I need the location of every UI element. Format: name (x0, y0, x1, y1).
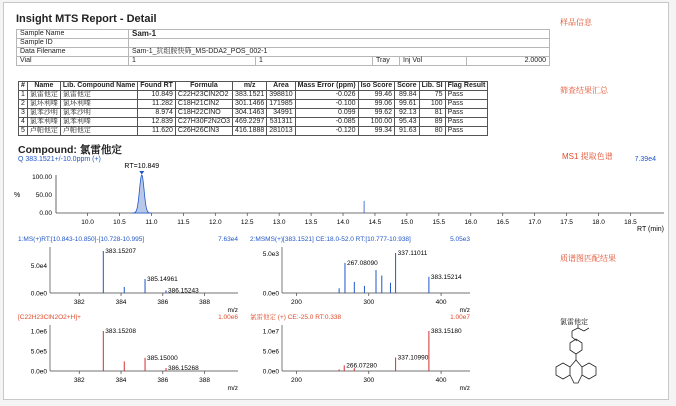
cell-mz: 383.1521 (233, 91, 267, 100)
ref2-y-tick-label: 5.0e6 (262, 348, 279, 356)
ms1-y-tick-label: 0.0e0 (30, 290, 47, 298)
report-frame (3, 2, 669, 400)
cell-mz: 416.1888 (233, 127, 267, 136)
ms2-spectrum (250, 236, 470, 314)
col-header-lib-name: Lib. Compound Name (60, 82, 137, 91)
table-row[interactable] (19, 127, 488, 136)
ref-isotope-spectrum (18, 314, 238, 392)
ref1-peak-label: 386.15268 (167, 365, 199, 372)
ref1-y-tick-label: 0.0e0 (30, 368, 47, 376)
injvol-value: 2.0000 (467, 57, 550, 66)
ms2-x-tick-label: 300 (363, 299, 375, 306)
ms2-header: 2:MSMS(+)[383.1521] CE:18.0-52.0 RT:[10.777-10.938] (250, 236, 411, 243)
ms1-x-tick-label: 384 (115, 299, 127, 306)
results-table (18, 81, 488, 136)
cell-found-rt: 12.839 (138, 118, 176, 127)
col-header-found-rt: Found RT (138, 82, 176, 91)
cell-lib-si: 100 (419, 100, 445, 109)
note-ms1-extract: MS1 提取色谱 (562, 152, 613, 161)
col-header-flag: Flag Result (445, 82, 488, 91)
cell-name: 氯环利嗪 (27, 100, 60, 109)
col-header-score: Score (395, 82, 419, 91)
ref1-header: [C22H23ClN2O2+H]+ (18, 314, 81, 321)
cell-iso-score: 99.34 (358, 127, 395, 136)
ref2-x-tick-label: 200 (291, 377, 302, 384)
xic-ytick-100: 100.00 (32, 174, 52, 181)
sample-name-label: Sample Name (17, 30, 129, 39)
data-filename-value: Sam-1_抗组胺快筛_MS-DDA2_POS_002-1 (129, 48, 550, 57)
table-row[interactable] (19, 109, 488, 118)
xic-max: 7.39e4 (634, 156, 656, 163)
ms1-x-tick-label: 388 (199, 299, 211, 306)
cell-flag: Pass (445, 127, 488, 136)
cell-iso-score: 99.46 (358, 91, 395, 100)
cell-score: 95.43 (395, 118, 419, 127)
col-header-mz: m/z (233, 82, 267, 91)
cell-area: 281013 (267, 127, 295, 136)
cell-mass-error: -0.085 (295, 118, 358, 127)
ms2-x-tick-label: 200 (291, 299, 302, 306)
ref2-x-tick-label: 400 (435, 377, 447, 384)
cell-formula: C22H23ClN2O2 (175, 91, 232, 100)
report-title: Insight MTS Report - Detail (16, 13, 157, 25)
xic-main-peak (133, 175, 151, 213)
cell-mass-error: -0.100 (295, 100, 358, 109)
xic-x-tick-label: 16.0 (464, 219, 478, 226)
structure-drawing (556, 317, 596, 383)
cell-lib-si: 89 (419, 118, 445, 127)
cell-lib-name: 氯苯沙明 (60, 109, 137, 118)
cell-found-rt: 8.974 (138, 109, 176, 118)
cell-lib-si: 75 (419, 91, 445, 100)
xic-ylabel: % (14, 192, 21, 199)
xic-rt-marker (139, 171, 144, 175)
ref2-y-tick-label: 1.0e7 (262, 328, 279, 336)
ref2-max: 1.00e7 (450, 314, 470, 321)
ref-msms-spectrum (250, 312, 470, 392)
cell-flag: Pass (445, 109, 488, 118)
ms1-peak-label: 383.15207 (105, 248, 137, 255)
xic-x-tick-label: 13.0 (272, 219, 286, 226)
ref2-header: 氯雷他定 (+) CE:-25.0 RT:0.338 (250, 314, 342, 321)
cell-area: 531311 (267, 118, 295, 127)
ms2-y-tick-label: 0.0e0 (262, 290, 279, 298)
ms2-peak-label: 383.15214 (430, 273, 462, 281)
xic-x-tick-label: 10.0 (81, 219, 94, 226)
tray-value: 1 (256, 57, 373, 66)
cell-mass-error: 0.099 (295, 109, 358, 118)
ms1-max: 7.63e4 (218, 236, 238, 243)
cell-formula: C18H21ClN2 (175, 100, 232, 109)
cell-flag: Pass (445, 118, 488, 127)
cell-lib-si: 80 (419, 127, 445, 136)
cell-score: 92.13 (395, 109, 419, 118)
ms2-peak-label: 337.11011 (397, 249, 428, 257)
compound-name: 氯雷他定 (79, 144, 122, 156)
cell-name: 氯苯利嗪 (27, 118, 60, 127)
ref1-x-tick-label: 388 (199, 377, 211, 384)
cell-lib-name: 氯苯利嗪 (60, 118, 137, 127)
xic-x-tick-label: 14.5 (368, 219, 382, 226)
cell-iso-score: 99.62 (358, 109, 395, 118)
cell-area: 34991 (267, 109, 295, 118)
xic-x-tick-label: 14.0 (336, 219, 350, 226)
table-row[interactable] (19, 100, 488, 109)
sample-name-row (17, 30, 550, 39)
cell-score: 91.63 (395, 127, 419, 136)
ref2-y-tick-label: 0.0e0 (262, 368, 279, 376)
col-header-name: Name (27, 82, 60, 91)
cell-num: 4 (19, 118, 28, 127)
ms2-max: 5.05e3 (450, 236, 470, 243)
xic-ytick-0: 0.00 (39, 210, 52, 217)
xic-x-tick-label: 15.0 (400, 219, 414, 226)
ms2-x-tick-label: 400 (435, 299, 447, 306)
cell-lib-name: 卢帕他定 (60, 127, 137, 136)
tray-label: Tray (373, 57, 400, 66)
spectra-area (4, 233, 670, 401)
ref2-xunit: m/z (459, 385, 470, 392)
xic-x-tick-label: 15.5 (432, 219, 446, 226)
ref1-x-tick-label: 386 (157, 377, 169, 384)
xic-xunit: RT (min) (637, 226, 664, 233)
sample-id-row (17, 39, 550, 48)
col-header-mass-error: Mass Error (ppm) (295, 82, 358, 91)
cell-formula: C27H30F2N2O3 (175, 118, 232, 127)
ref2-peak-label: 337.10990 (397, 354, 429, 362)
cell-found-rt: 10.849 (138, 91, 176, 100)
ref1-xunit: m/z (227, 385, 238, 392)
cell-flag: Pass (445, 100, 488, 109)
cell-iso-score: 99.06 (358, 100, 395, 109)
cell-name: 卢帕他定 (27, 127, 60, 136)
xic-x-tick-label: 18.0 (592, 219, 605, 226)
data-filename-row (17, 48, 550, 57)
injvol-label: Inj Vol (400, 57, 467, 66)
ref1-y-tick-label: 1.0e6 (30, 328, 47, 336)
ref2-peak-label: 266.07280 (346, 362, 377, 370)
ref1-x-tick-label: 382 (73, 377, 85, 384)
vial-label: Vial (17, 57, 129, 66)
xic-chart (4, 153, 670, 233)
cell-num: 3 (19, 109, 28, 118)
xic-header: Q 383.1521+/-10.0ppm (+) (18, 156, 101, 163)
cell-mass-error: -0.026 (295, 91, 358, 100)
note-match-result: 质谱图匹配结果 (560, 254, 616, 263)
xic-x-tick-label: 11.5 (177, 219, 190, 226)
ms1-peak-label: 385.14961 (147, 275, 178, 283)
cell-mass-error: -0.120 (295, 127, 358, 136)
xic-x-tick-label: 12.0 (208, 219, 222, 226)
cell-area: 398810 (267, 91, 295, 100)
ms1-peak-label: 386.15243 (167, 287, 199, 295)
compound-label: Compound: (18, 144, 77, 156)
cell-mz: 304.1463 (233, 109, 267, 118)
ms1-header: 1:MS(+)RT:[10.843-10.850]-[10.728-10.995] (18, 236, 145, 243)
xic-x-tick-label: 11.0 (145, 219, 158, 226)
xic-x-tick-label: 16.5 (496, 219, 510, 226)
xic-x-tick-label: 12.5 (240, 219, 254, 226)
xic-ytick-50: 50.00 (35, 192, 52, 199)
cell-lib-name: 氯环利嗪 (60, 100, 137, 109)
col-header-num: # (19, 82, 28, 91)
cell-found-rt: 11.620 (138, 127, 176, 136)
col-header-iso-score: Iso Score (358, 82, 395, 91)
xic-x-tick-label: 18.5 (624, 219, 637, 226)
note-results-summary: 筛查结果汇总 (560, 86, 608, 95)
ref2-peak-label: 383.15180 (430, 328, 462, 335)
cell-iso-score: 100.00 (358, 118, 395, 127)
note-sample-info: 样品信息 (560, 18, 592, 27)
sample-id-value (129, 39, 550, 48)
table-row[interactable] (19, 91, 488, 100)
sample-name-value: Sam-1 (129, 30, 550, 39)
cell-num: 5 (19, 127, 28, 136)
ref2-x-tick-label: 300 (363, 377, 375, 384)
xic-x-tick-label: 13.5 (304, 219, 318, 226)
cell-name: 氯雷他定 (27, 91, 60, 100)
cell-formula: C26H26ClN3 (175, 127, 232, 136)
ms2-y-tick-label: 5.0e3 (262, 250, 279, 258)
vial-row (17, 57, 550, 66)
cell-mz: 469.2297 (233, 118, 267, 127)
cell-lib-name: 氯雷他定 (60, 91, 137, 100)
xic-rt-label: RT=10.849 (124, 163, 160, 170)
sample-info-table (16, 29, 550, 66)
cell-name: 氯苯沙明 (27, 109, 60, 118)
cell-score: 89.84 (395, 91, 419, 100)
data-filename-label: Data Filename (17, 48, 129, 57)
ms2-peak-label: 267.08090 (346, 259, 378, 267)
xic-x-tick-label: 17.0 (528, 219, 541, 226)
sample-id-label: Sample ID (17, 39, 129, 48)
cell-lib-si: 81 (419, 109, 445, 118)
ms1-x-tick-label: 386 (157, 299, 169, 306)
xic-x-tick-label: 17.5 (560, 219, 573, 226)
cell-flag: Pass (445, 91, 488, 100)
cell-num: 1 (19, 91, 28, 100)
cell-area: 171985 (267, 100, 295, 109)
ref1-peak-label: 383.15208 (105, 328, 137, 335)
cell-num: 2 (19, 100, 28, 109)
xic-x-ticks (81, 213, 637, 226)
cell-score: 99.61 (395, 100, 419, 109)
table-row[interactable] (19, 118, 488, 127)
ref1-peak-label: 385.15000 (147, 354, 178, 362)
results-body (19, 91, 488, 136)
cell-formula: C18H22ClNO (175, 109, 232, 118)
cell-mz: 301.1466 (233, 100, 267, 109)
ms1-y-tick-label: 5.0e4 (30, 262, 47, 270)
col-header-formula: Formula (175, 82, 232, 91)
cell-found-rt: 11.282 (138, 100, 176, 109)
ms2-xunit: m/z (459, 307, 470, 314)
vial-value: 1 (129, 57, 256, 66)
structure-label: 氯雷他定 (560, 319, 588, 326)
results-header-row (19, 82, 488, 91)
xic-x-tick-label: 10.5 (113, 219, 126, 226)
ms1-x-tick-label: 382 (73, 299, 85, 306)
col-header-lib-si: Lib. SI (419, 82, 445, 91)
ref1-y-tick-label: 5.0e5 (30, 348, 47, 356)
ref1-max: 1.00e6 (218, 314, 238, 321)
ms1-xunit: m/z (227, 307, 238, 314)
col-header-area: Area (267, 82, 295, 91)
ref1-x-tick-label: 384 (115, 377, 127, 384)
ms1-spectrum (18, 236, 238, 314)
